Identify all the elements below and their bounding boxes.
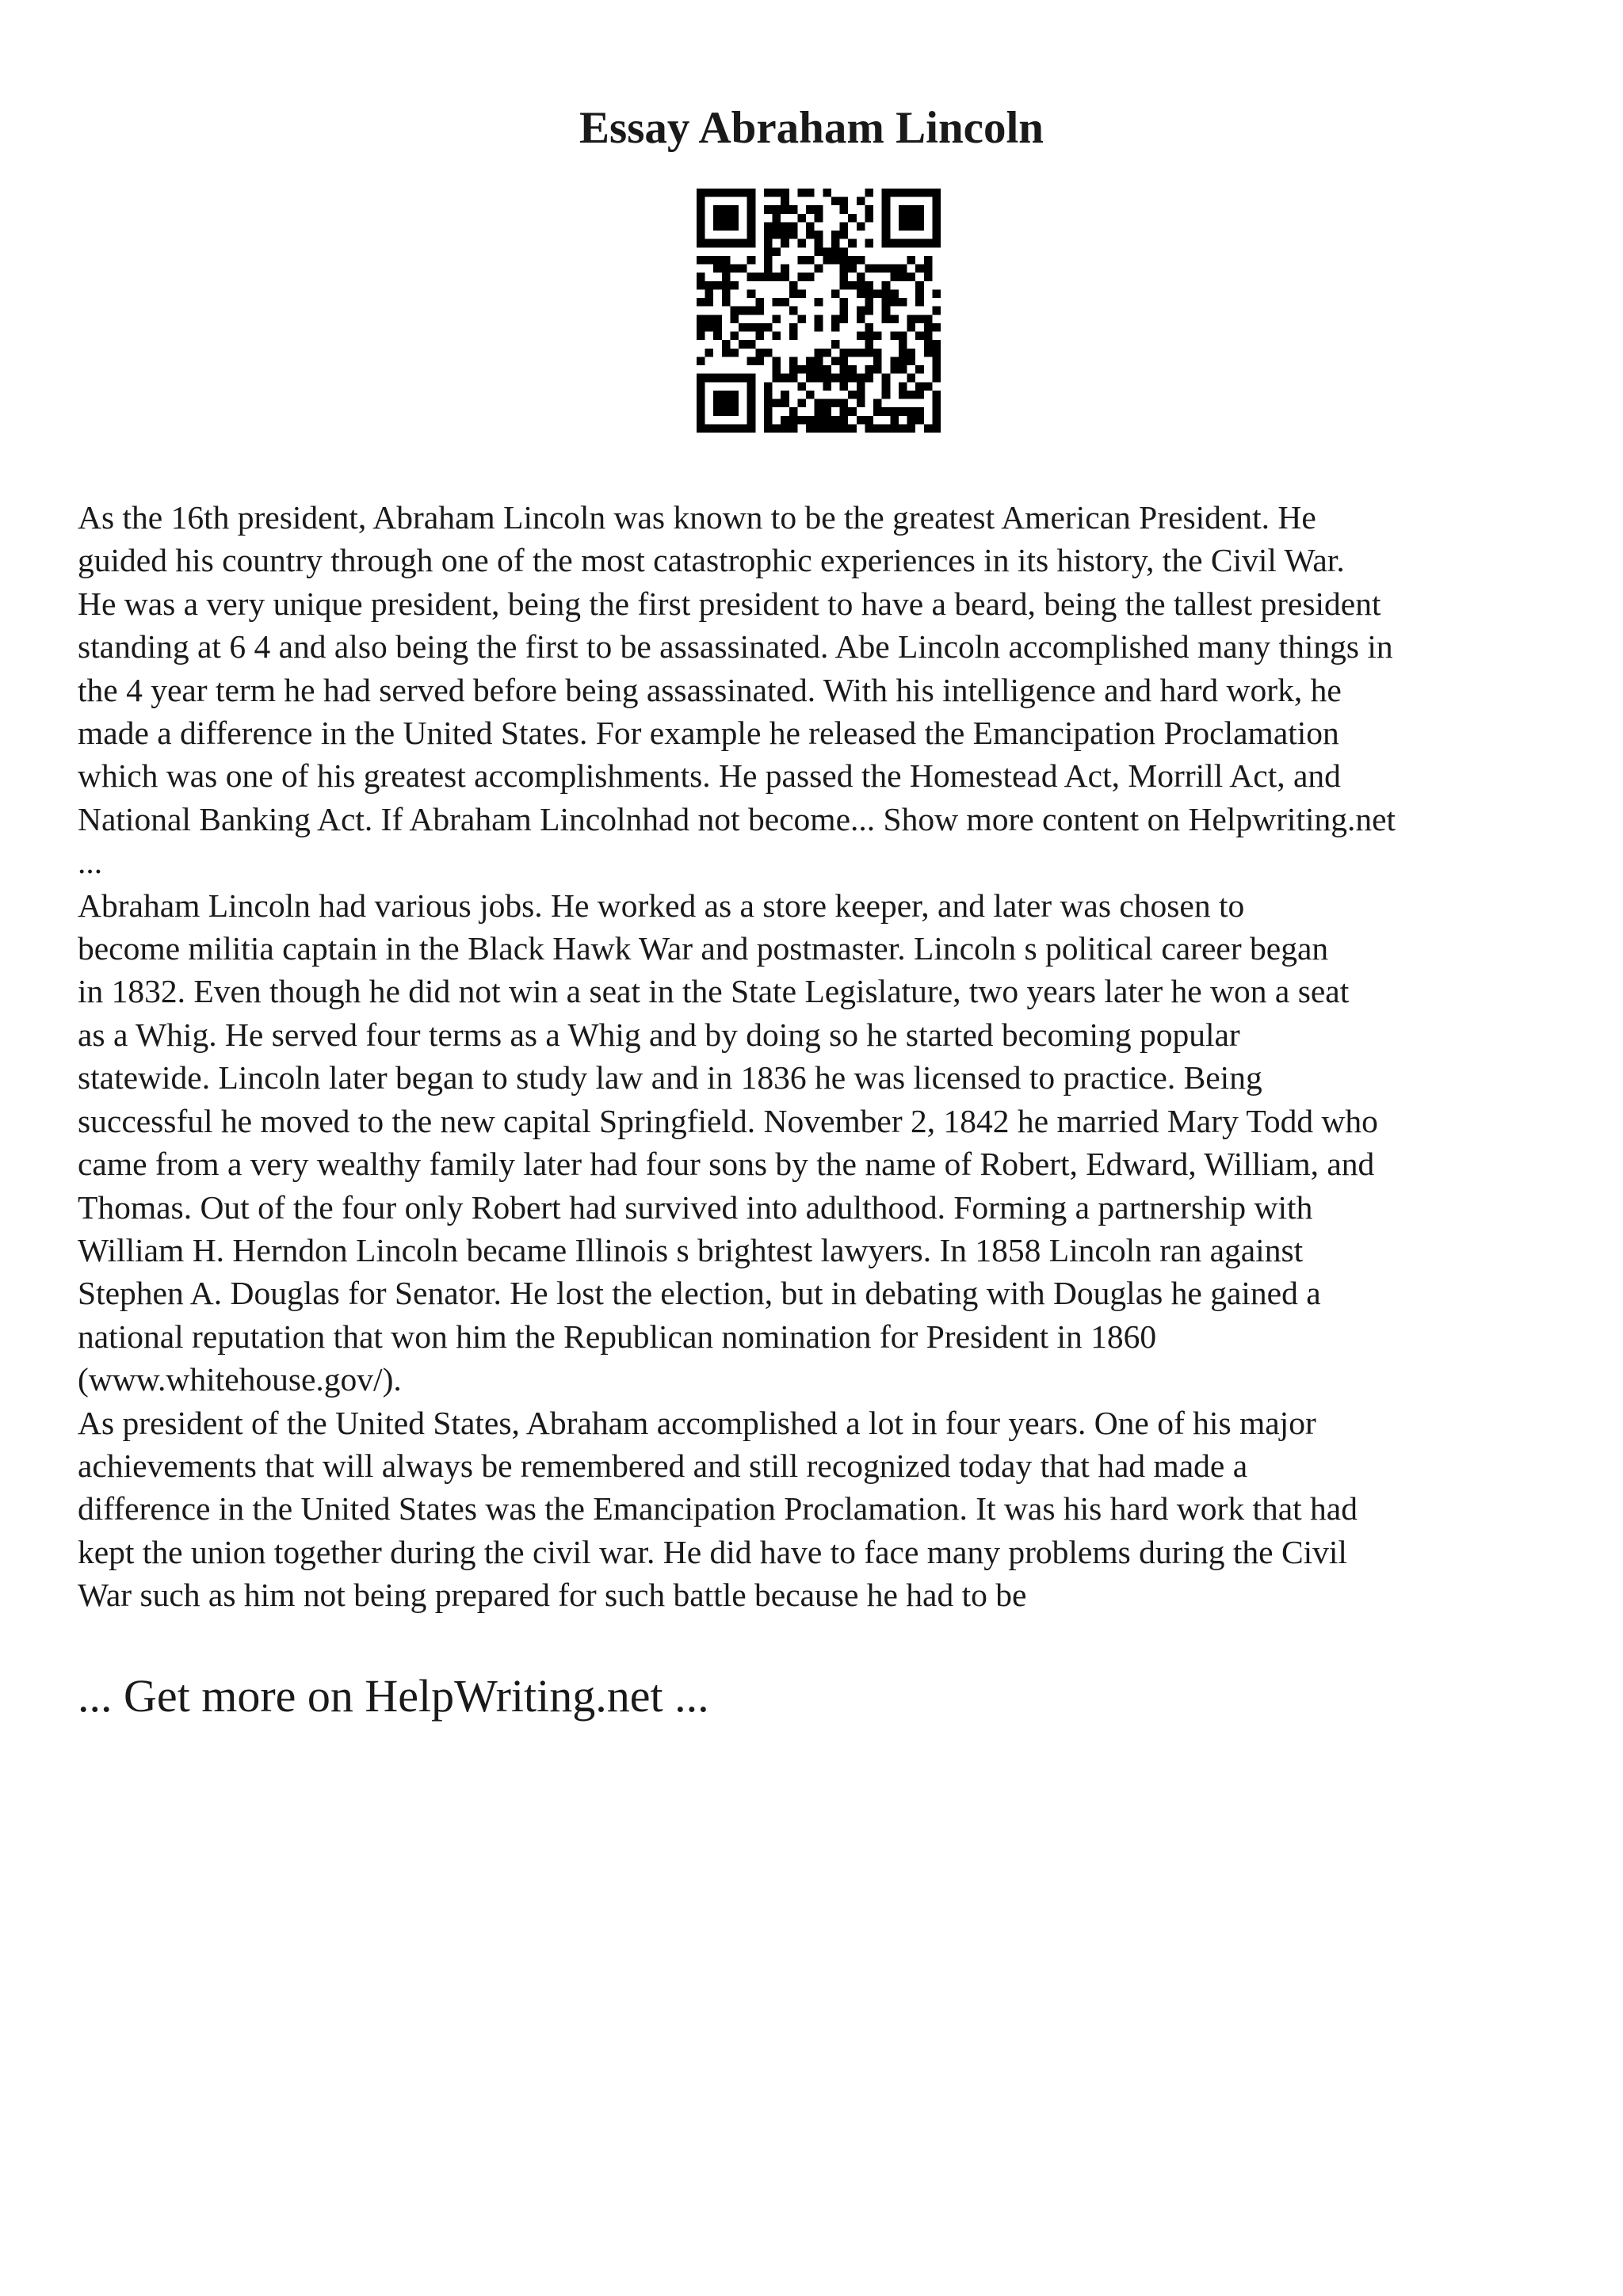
body-line: As the 16th president, Abraham Lincoln was known to be the greatest American President. He	[78, 499, 1316, 536]
body-line: William H. Herndon Lincoln became Illinois s brightest lawyers. In 1858 Lincoln ran against	[78, 1231, 1304, 1268]
body-line: As president of the United States, Abraham accomplished a lot in four years. One of his major	[78, 1404, 1316, 1441]
body-line: the 4 year term he had served before being assassinated. With his intelligence and hard work, he	[78, 671, 1342, 708]
body-line: made a difference in the United States. For example he released the Emancipation Proclamation	[78, 715, 1339, 752]
body-line: which was one of his greatest accomplishments. He passed the Homestead Act, Morrill Act, and	[78, 757, 1341, 795]
essay-body	[78, 496, 1583, 1617]
body-line: statewide. Lincoln later began to study law and in 1836 he was licensed to practice. Being	[78, 1059, 1262, 1097]
body-line: Abraham Lincoln had various jobs. He worked as a store keeper, and later was chosen to	[78, 887, 1245, 924]
body-line: ...	[78, 844, 103, 881]
body-line: Stephen A. Douglas for Senator. He lost the election, but in debating with Douglas he gained a	[78, 1275, 1321, 1312]
body-line: kept the union together during the civil war. He did have to face many problems during the Civil	[78, 1533, 1347, 1570]
qr-code	[697, 189, 941, 433]
body-line: came from a very wealthy family later had four sons by the name of Robert, Edward, William, and	[78, 1146, 1375, 1183]
body-line: guided his country through one of the most catastrophic experiences in its history, the Civil War.	[78, 542, 1345, 579]
body-line: National Banking Act. If Abraham Lincolnhad not become... Show more content on Helpwriting.net	[78, 800, 1396, 837]
body-line: difference in the United States was the Emancipation Proclamation. It was his hard work that had	[78, 1490, 1358, 1527]
body-line: achievements that will always be remembered and still recognized today that had made a	[78, 1447, 1248, 1484]
body-line: War such as him not being prepared for such battle because he had to be	[78, 1577, 1027, 1614]
body-line: successful he moved to the new capital Springfield. November 2, 1842 he married Mary Todd who	[78, 1102, 1378, 1139]
body-line: Thomas. Out of the four only Robert had survived into adulthood. Forming a partnership with	[78, 1188, 1313, 1226]
body-line: He was a very unique president, being the first president to have a beard, being the tallest president	[78, 585, 1381, 622]
body-line: (www.whitehouse.gov/).	[78, 1361, 402, 1398]
body-line: as a Whig. He served four terms as a Whig and by doing so he started becoming popular	[78, 1016, 1240, 1053]
body-line: national reputation that won him the Republican nomination for President in 1860	[78, 1318, 1157, 1355]
body-line: become militia captain in the Black Hawk War and postmaster. Lincoln s political career began	[78, 930, 1329, 967]
get-more-link[interactable]: ... Get more on HelpWriting.net ...	[78, 1670, 709, 1722]
page-title: Essay Abraham Lincoln	[579, 103, 1044, 153]
body-line: in 1832. Even though he did not win a seat in the State Legislature, two years later he won a seat	[78, 973, 1350, 1010]
body-line: standing at 6 4 and also being the first to be assassinated. Abe Lincoln accomplished many things in	[78, 628, 1393, 666]
qr-code-graphic	[697, 189, 941, 433]
